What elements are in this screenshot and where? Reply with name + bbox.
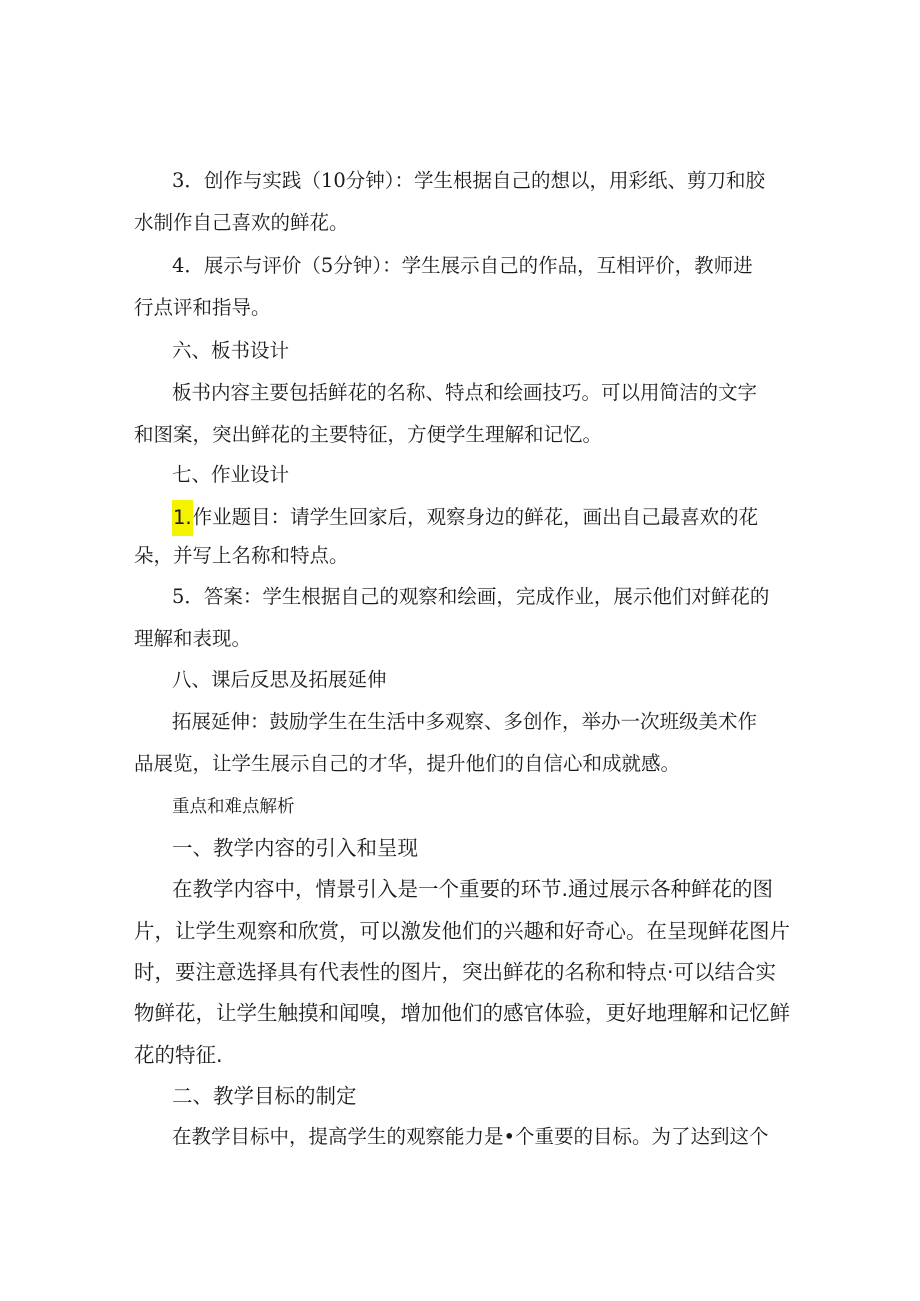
paragraph-board-line1: 板书内容主要包括鲜花的名称、特点和绘画技巧。可以用简洁的文字 [172,381,758,404]
section-heading-reflection: 八、课后反思及拓展延伸 [172,668,387,691]
section-heading-content-intro: 一、教学内容的引入和呈现 [172,836,418,860]
paragraph-board-line2: 和图案，突出鲜花的主要特征，方便学生理解和记忆。 [134,423,603,446]
homework-question-text: 作业题目：请学生回家后，观察身边的鲜花，画出自己最喜欢的花 [192,505,759,529]
paragraph-intro-line3: 时，要注意选择具有代表性的图片，突出鲜花的名称和特点·可以结合实 [134,960,777,984]
paragraph-intro-line4: 物鲜花，让学生触摸和闻嗅，增加他们的感官体验，更好地理解和记忆鲜 [134,1001,790,1025]
paragraph-extension-line1: 拓展延伸：鼓励学生在生活中多观察、多创作，举办一次班级美术作 [172,710,758,733]
paragraph-step4-line1: 4．展示与评价（5分钟）：学生展示自己的作品，互相评价，教师进 [172,254,753,277]
section-heading-homework-design: 七、作业设计 [172,463,290,486]
paragraph-intro-line2: 片，让学生观察和欣赏，可以激发他们的兴趣和好奇心。在呈现鲜花图片 [134,919,790,943]
paragraph-step3-line1: 3．创作与实践（10分钟）：学生根据自己的想以，用彩纸、剪刀和胶 [172,169,765,192]
paragraph-intro-line5: 花的特征. [134,1043,223,1067]
paragraph-extension-line2: 品展览，让学生展示自己的才华，提升他们的自信心和成就感。 [134,752,681,775]
paragraph-step3-line2: 水制作自己喜欢的鲜花。 [134,211,349,234]
section-heading-key-points: 重点和难点解析 [172,797,295,817]
paragraph-homework-line1 [172,500,758,536]
paragraph-intro-line1: 在教学内容中，情景引入是一个重要的环节.通过展示各种鲜花的图 [172,877,774,901]
paragraph-step4-line2: 行点评和指导。 [134,296,271,319]
paragraph-answer-line2: 理解和表现。 [134,627,252,650]
paragraph-goals-line1: 在教学目标中，提高学生的观察能力是•个重要的目标。为了达到这个 [172,1125,769,1148]
highlighted-list-number: 1. [172,500,193,536]
paragraph-homework-line2: 朵，并写上名称和特点。 [134,544,349,567]
section-heading-teaching-goals: 二、教学目标的制定 [172,1084,357,1108]
section-heading-board-design: 六、板书设计 [172,339,290,362]
paragraph-answer-line1: 5．答案：学生根据自己的观察和绘画，完成作业，展示他们对鲜花的 [172,585,770,608]
